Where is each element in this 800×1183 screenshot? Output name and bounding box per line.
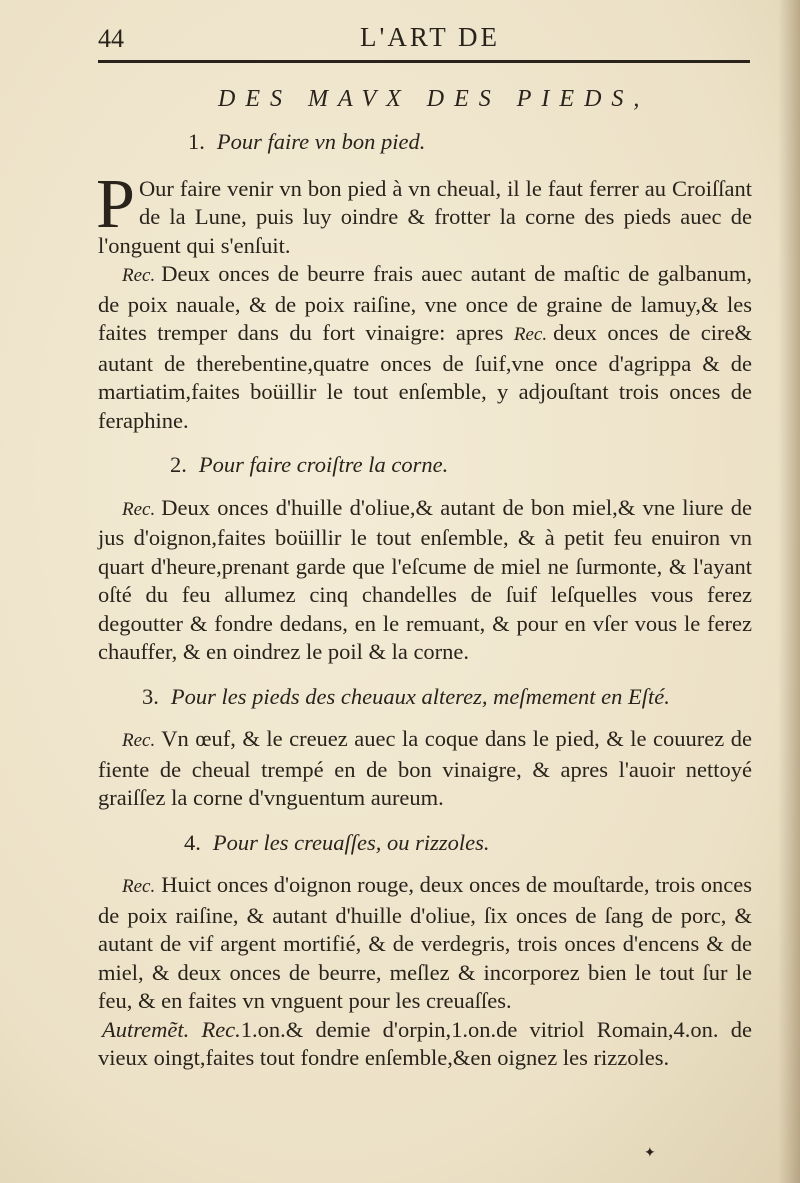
recipe-1-number: 1. xyxy=(188,129,205,154)
drop-cap: P xyxy=(96,165,135,243)
rec-label: Rec. xyxy=(122,498,156,520)
page-edge-shadow xyxy=(778,0,800,1183)
recipe-2-paragraph xyxy=(98,494,752,667)
page-header xyxy=(98,22,748,62)
recipe-3-title: Pour les pieds des cheuaux alterez, meſmement en Eſté. xyxy=(170,683,670,709)
recipe-4-text: Huict onces d'oignon rouge, deux onces de mouſtarde, trois onces de poix raiſine, & autant d'huille d'oliue, ſix onces de ſang de porc, & autant de vif argent mortifié, & de verdegris, trois onces d'encens & de miel, & deux onces de beurre, meſlez & incorporez bien le tout ſur le feu, & en faites vn vnguent pour les creuaſſes. xyxy=(98,872,753,1013)
page-body xyxy=(98,128,752,1073)
running-title: L'ART DE xyxy=(360,22,500,52)
alternative-label: Autremẽt. Rec. xyxy=(102,1016,241,1042)
rec-label: Rec. xyxy=(513,324,548,345)
recipe-1-heading xyxy=(188,128,752,157)
recipe-2-text: Deux onces d'huille d'oliue,& autant de bon miel,& vne liure de jus d'oignon,faites boüillir le tout enſemble, & à petit feu enuiron vn quart d'heure,prenant garde que l'eſcume de miel ne ſurmonte, & l'ayant oſté du feu allumez cinq chandelles de ſuif leſquelles vous ferez degoutter & fondre dedans, en le remuant, & pour en vſer vous le ferez chauffer, & en oindrez le poil & la corne. xyxy=(98,494,752,664)
recipe-1-remedy xyxy=(98,260,752,435)
recipe-2-title: Pour faire croiſtre la corne. xyxy=(198,452,449,477)
recipe-1-title: Pour faire vn bon pied. xyxy=(216,129,426,154)
recipe-4-paragraph xyxy=(98,871,752,1016)
recipe-3-heading xyxy=(142,683,752,712)
printer-mark-icon: ✦ xyxy=(644,1145,656,1161)
section-heading: DES MAVX DES PIEDS, xyxy=(218,86,650,112)
recipe-4-alternative xyxy=(98,1016,752,1073)
recipe-2-number: 2. xyxy=(170,452,187,477)
alternative-text: 1.on.& demie d'orpin,1.on.de vitriol Romain,4.on. de vieux oingt,faites tout fondre enſemble,&en oignez les rizzoles. xyxy=(98,1016,752,1070)
rec-label: Rec. xyxy=(122,730,156,751)
recipe-1-intro: Our faire venir vn bon pied à vn cheual, il le faut ferrer au Croiſſant de la Lune, puis luy oindre & frotter la corne des pieds auec de l'onguent qui s'enſuit. xyxy=(98,175,752,258)
recipe-3-number: 3. xyxy=(142,683,159,709)
page-number: 44 xyxy=(98,24,124,53)
recipe-4-heading xyxy=(184,829,752,858)
recipe-4-title: Pour les creuaſſes, ou rizzoles. xyxy=(212,829,490,855)
recipe-4-number: 4. xyxy=(184,829,201,855)
recipe-1-paragraph xyxy=(96,165,752,261)
rec-label: Rec. xyxy=(122,876,156,897)
recipe-2-heading xyxy=(170,451,752,480)
recipe-1-remedy-text: Deux onces de beurre frais auec autant de maſtic de galbanum, de poix nauale, & de poix raiſine, vne once de graine de lamuy,& les faites tremper dans du fort vinaigre: apres xyxy=(98,261,752,345)
recipe-3-paragraph xyxy=(98,725,752,813)
header-rule xyxy=(98,60,750,63)
recipe-3-text: Vn œuf, & le creuez auec la coque dans le pied, & le couurez de fiente de cheual trempé en de bon vinaigre, & apres l'auoir nettoyé graiſſez la corne d'vnguentum aureum. xyxy=(98,726,752,810)
recipe-1-remedy-text-2: deux onces de cire& autant de therebentine,quatre onces de ſuif,vne once d'agrippa & de martiatim,faites boüillir le tout enſemble, y adjouſtant trois onces de feraphine. xyxy=(98,320,753,433)
rec-label: Rec. xyxy=(122,265,156,286)
